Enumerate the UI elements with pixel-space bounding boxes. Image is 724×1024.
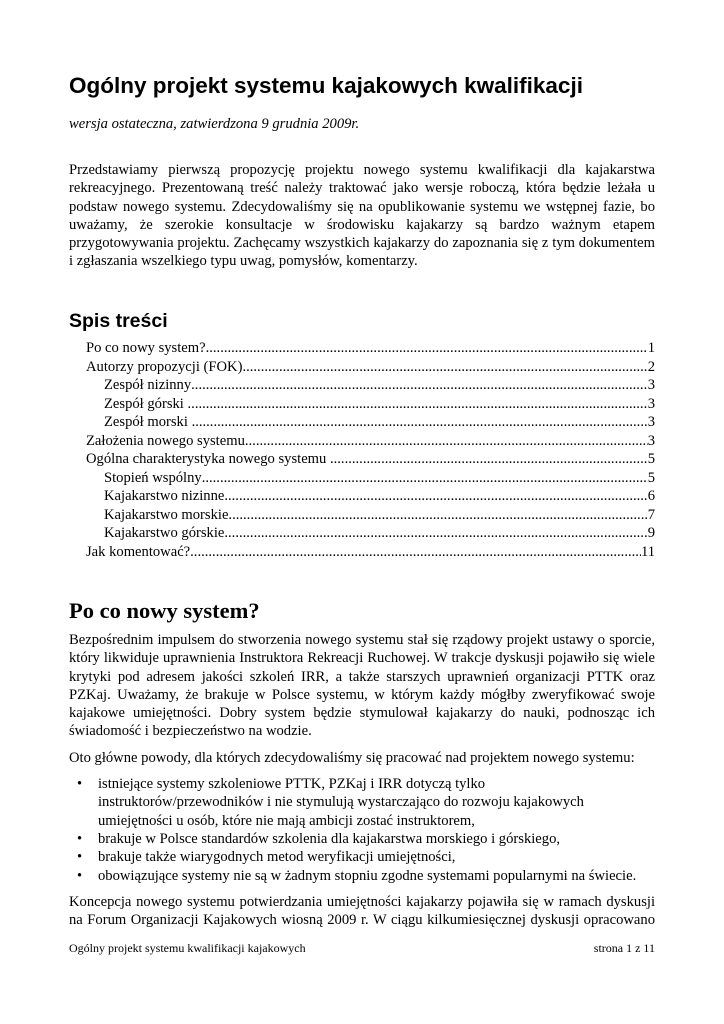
section-body: [69, 631, 655, 929]
intro-paragraph: [69, 161, 655, 271]
list-item-line: umiejętności u osób, które nie mają ambicji zostać instruktorem,: [98, 812, 475, 829]
list-item-line: • obowiązujące systemy nie są w żadnym stopniu zgodne systemami popularnymi na świecie.: [98, 867, 637, 884]
document-subtitle: wersja ostateczna, zatwierdzona 9 grudnia 2009r.: [69, 116, 360, 132]
text-line: przygotowywania projektu. Zachęcamy wszystkich kajakarzy do zapoznania się z tym dokumentem: [69, 235, 655, 252]
list-item: [69, 848, 655, 866]
toc-entry[interactable]: [86, 524, 655, 543]
toc-entry-label: Kajakarstwo nizinne: [104, 488, 225, 504]
toc-entry[interactable]: [86, 376, 655, 395]
text-line: Bezpośrednim impulsem do stworzenia nowego systemu stał się rządowy projekt ustawy o sporcie,: [69, 632, 655, 648]
section-paragraph-1: [69, 631, 655, 741]
text-line: Koncepcja nowego systemu potwierdzania umiejętności kajakarzy pojawiła się w ramach dyskusji: [69, 893, 655, 910]
toc-entry[interactable]: [86, 450, 655, 469]
text-line: na Forum Organizacji Kajakowych wiosną 2009 r. W ciągu kilkumiesięcznej dyskusji opracowano: [69, 912, 655, 929]
toc-entry-page: 5: [647, 469, 655, 486]
toc-entry[interactable]: [86, 543, 655, 562]
footer-document-title: Ogólny projekt systemu kwalifikacji kajakowych: [69, 941, 306, 955]
toc-dot-leader: [242, 358, 647, 377]
list-item: [69, 830, 655, 848]
toc-entry-label: Jak komentować?: [86, 543, 191, 560]
toc-entry[interactable]: [86, 487, 655, 506]
toc-dot-leader: [191, 376, 648, 395]
toc-entry-label: Stopień wspólny: [104, 469, 202, 486]
toc-entry[interactable]: [86, 395, 655, 414]
toc-entry[interactable]: [86, 339, 655, 358]
text-line: kajakowe umiejętności. Dobry system będzie stymulował kajakarzy do nauki, podnosząc ich: [69, 705, 655, 722]
toc-heading: Spis treści: [69, 310, 168, 332]
toc-entry[interactable]: [86, 432, 655, 451]
toc-entry-page: 9: [647, 525, 655, 541]
toc-entry-label: Ogólna charakterystyka nowego systemu: [86, 451, 330, 467]
text-line: PZKaj. Uważamy, że brakuje w Polsce systemu, w którym każdy mógłby zweryfikować swoje: [69, 686, 655, 703]
toc-dot-leader: [330, 450, 648, 469]
toc-dot-leader: [224, 524, 647, 543]
toc-dot-leader: [202, 469, 648, 488]
toc-dot-leader: [192, 413, 648, 432]
list-item-line: • brakuje w Polsce standardów szkolenia dla kajakarstwa morskiego i górskiego,: [98, 830, 561, 847]
toc-entry-page: 3: [647, 377, 655, 393]
toc-entry-label: Po co nowy system?: [86, 340, 206, 356]
table-of-contents: [86, 339, 655, 561]
toc-entry-label: Zespół górski: [104, 395, 188, 412]
toc-entry-label: Autorzy propozycji (FOK): [86, 358, 243, 375]
toc-entry[interactable]: [86, 506, 655, 525]
document-title: Ogólny projekt systemu kajakowych kwalifikacji: [69, 73, 583, 98]
toc-dot-leader: [188, 395, 648, 414]
toc-entry-label: Zespół nizinny: [104, 377, 192, 393]
toc-entry-label: Kajakarstwo morskie: [104, 506, 229, 523]
text-line: uważamy, że szerokie konsultacje w środowisku kajakarzy są bardzo ważnym etapem: [69, 216, 655, 233]
text-line: i zgłaszania wszelkiego typu uwag, pomysłów, komentarzy.: [69, 253, 418, 270]
toc-entry[interactable]: [86, 469, 655, 488]
toc-entry-label: Założenia nowego systemu: [86, 432, 245, 449]
list-item: [69, 867, 655, 885]
toc-entry-page: 7: [647, 506, 655, 523]
toc-entry-page: 1: [647, 340, 655, 356]
toc-dot-leader: [206, 339, 648, 358]
toc-entry-page: 3: [647, 395, 655, 412]
toc-dot-leader: [228, 506, 647, 525]
footer-page-number: strona 1 z 11: [593, 941, 655, 955]
toc-entry[interactable]: [86, 358, 655, 377]
toc-entry-label: Zespół morski: [104, 414, 192, 430]
text-line: który likwiduje uprawnienia Instruktora Rekreacji Ruchowej. W trakcje dyskusji pojawiło się wiele: [69, 650, 655, 667]
toc-entry-label: Kajakarstwo górskie: [104, 525, 225, 541]
list-item-line: • brakuje także wiarygodnych metod weryfikacji umiejętności,: [98, 849, 456, 866]
toc-entry-page: 6: [647, 488, 655, 504]
toc-entry-page: 2: [647, 358, 655, 375]
list-item: [69, 775, 655, 830]
section-paragraph-3: [69, 893, 655, 930]
toc-entry-page: 3: [647, 432, 655, 449]
toc-entry-page: 11: [640, 543, 655, 560]
toc-dot-leader: [245, 432, 648, 451]
text-line: podstaw nowego systemu. Zdecydowaliśmy się na opublikowanie systemu we wstępnej fazie, bo: [69, 198, 655, 215]
section-paragraph-2: Oto główne powody, dla których zdecydowaliśmy się pracować nad projektem nowego systemu:: [69, 749, 635, 766]
toc-entry-page: 3: [647, 414, 655, 430]
page-footer: [69, 941, 655, 956]
toc-dot-leader: [190, 543, 641, 562]
text-line: Przedstawiamy pierwszą propozycję projektu nowego systemu kwalifikacji dla kajakarstwa: [69, 162, 655, 178]
reasons-list: [69, 775, 655, 885]
list-item-line: • istniejące systemy szkoleniowe PTTK, PZKaj i IRR dotyczą tylko: [98, 776, 486, 793]
text-line: krytyki pod adresem jakości szkoleń IRR, a także starszych uprawnień organizacji PTTK oraz: [69, 668, 655, 685]
section-heading: Po co nowy system?: [69, 598, 260, 623]
toc-dot-leader: [224, 487, 647, 506]
list-item-line: instruktorów/przewodników i nie stymulują wystarczająco do rozwoju kajakowych: [98, 794, 584, 811]
toc-entry-page: 5: [647, 451, 655, 467]
text-line: świadomość i bezpieczeństwo na wodzie.: [69, 723, 312, 740]
toc-entry[interactable]: [86, 413, 655, 432]
text-line: rekreacyjnego. Prezentowaną treść należy traktować jako wersje roboczą, która będzie leżała u: [69, 180, 655, 197]
